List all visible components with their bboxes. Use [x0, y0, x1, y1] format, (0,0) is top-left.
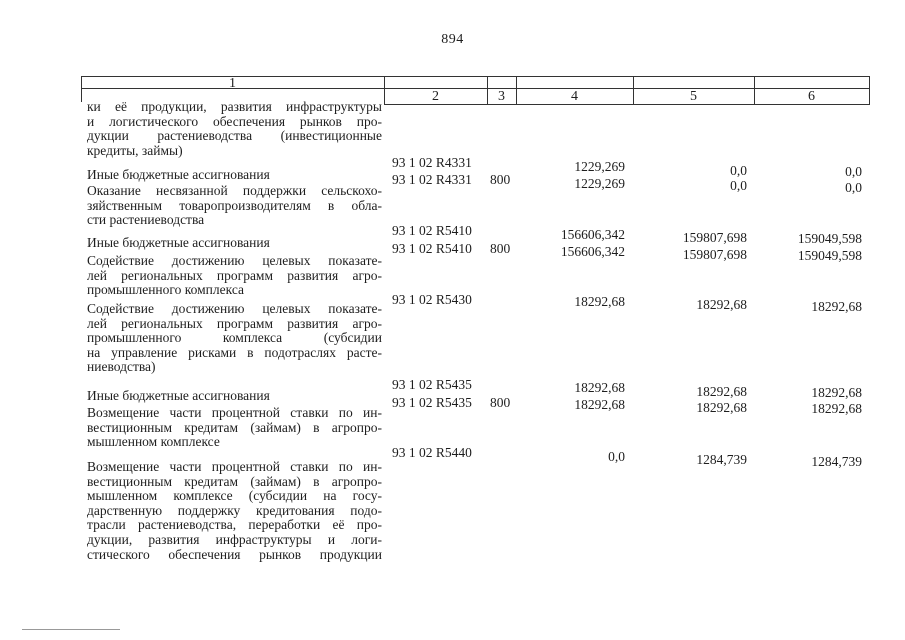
amount-col-4: 156606,342 [560, 227, 625, 242]
header-col-4: 4 [571, 89, 578, 104]
amount-col-6: 18292,68 [811, 299, 862, 314]
amount-col-4: 1229,269 [574, 159, 625, 174]
description-line: лей региональных программ развития агро- [87, 315, 382, 331]
budget-code: 93 1 02 R4331 [392, 155, 472, 170]
description-line: трасли растениеводства, переработки её про- [87, 517, 382, 533]
amount-col-5: 0,0 [730, 163, 747, 178]
row-description [87, 389, 382, 404]
budget-code: 93 1 02 R5410 [392, 241, 472, 256]
amount-col-6: 18292,68 [811, 401, 862, 416]
description-line: мышленном комплексе [87, 434, 220, 450]
amount-col-4: 156606,342 [560, 244, 625, 259]
description-line: ниеводства) [87, 359, 156, 375]
amount-col-5: 18292,68 [696, 384, 747, 399]
row-description [87, 406, 382, 450]
header-col-2: 2 [432, 89, 439, 104]
row-description [87, 184, 382, 228]
expense-type-code: 800 [490, 395, 511, 410]
description-line: и логистического обеспечения рынков про- [87, 113, 382, 129]
budget-code: 93 1 02 R4331 [392, 172, 472, 187]
description-line: лей региональных программ развития агро- [87, 267, 382, 283]
description-line: дарственную поддержку кредитования подо- [87, 502, 382, 518]
scan-artifact-line [22, 629, 120, 630]
budget-code: 93 1 02 R5440 [392, 445, 472, 460]
description-line: промышленного комплекса [87, 282, 244, 298]
amount-col-6: 18292,68 [811, 385, 862, 400]
description-line: кредиты, займы) [87, 142, 183, 158]
page-number: 894 [441, 32, 464, 47]
header-col-3: 3 [498, 89, 505, 104]
amount-col-5: 18292,68 [696, 400, 747, 415]
budget-code: 93 1 02 R5430 [392, 292, 472, 307]
description-line: Возмещение части процентной ставки по ин- [87, 405, 382, 420]
description-line: на управление рисками в подотраслях расте- [87, 344, 382, 360]
description-line: зяйственным товаропроизводителям в обла- [87, 197, 382, 213]
description-line: Возмещение части процентной ставки по ин- [87, 459, 382, 474]
row-description [87, 236, 382, 251]
row-description [87, 302, 382, 375]
header-col-1: 1 [229, 76, 236, 91]
description-line: Содействие достижению целевых показате- [87, 301, 382, 316]
description-line: промышленного комплекса (субсидии [87, 330, 382, 346]
budget-code: 93 1 02 R5435 [392, 377, 472, 392]
description-line: Иные бюджетные ассигнования [87, 235, 270, 250]
row-description [87, 460, 382, 562]
header-right-rule [869, 76, 870, 105]
header-col-6: 6 [808, 89, 815, 104]
amount-col-5: 159807,698 [682, 230, 747, 245]
amount-col-4: 18292,68 [574, 397, 625, 412]
budget-code: 93 1 02 R5435 [392, 395, 472, 410]
description-line: Иные бюджетные ассигнования [87, 388, 270, 403]
description-line: дукции, развития инфраструктуры и логи- [87, 531, 382, 547]
expense-type-code: 800 [490, 241, 511, 256]
description-line: вестиционным кредитам (займам) в агропро- [87, 473, 382, 489]
description-line: ки её продукции, развития инфраструктуры [87, 99, 382, 114]
amount-col-5: 0,0 [730, 178, 747, 193]
amount-col-4: 18292,68 [574, 380, 625, 395]
amount-col-5: 159807,698 [682, 247, 747, 262]
amount-col-4: 1229,269 [574, 176, 625, 191]
budget-code: 93 1 02 R5410 [392, 223, 472, 238]
amount-col-6: 159049,598 [797, 231, 862, 246]
amount-col-6: 159049,598 [797, 248, 862, 263]
description-line: дукции растениеводства (инвестиционные [87, 128, 382, 144]
row-description [87, 168, 382, 183]
expense-type-code: 800 [490, 172, 511, 187]
amount-col-5: 1284,739 [696, 452, 747, 467]
amount-col-6: 1284,739 [811, 454, 862, 469]
description-line: Содействие достижению целевых показате- [87, 253, 382, 268]
row-description [87, 100, 382, 158]
row-description [87, 254, 382, 298]
description-line: Оказание несвязанной поддержки сельскохо- [87, 183, 382, 198]
amount-col-6: 0,0 [845, 164, 862, 179]
description-line: сти растениеводства [87, 212, 205, 228]
description-line: мышленном комплексе (субсидии на госу- [87, 488, 382, 504]
amount-col-4: 0,0 [608, 449, 625, 464]
description-line: вестиционным кредитам (займам) в агропро- [87, 419, 382, 435]
amount-col-5: 18292,68 [696, 297, 747, 312]
amount-col-4: 18292,68 [574, 294, 625, 309]
amount-col-6: 0,0 [845, 180, 862, 195]
description-line: стического обеспечения рынков продукции [87, 546, 382, 562]
header-col-5: 5 [690, 89, 697, 104]
description-line: Иные бюджетные ассигнования [87, 167, 270, 182]
